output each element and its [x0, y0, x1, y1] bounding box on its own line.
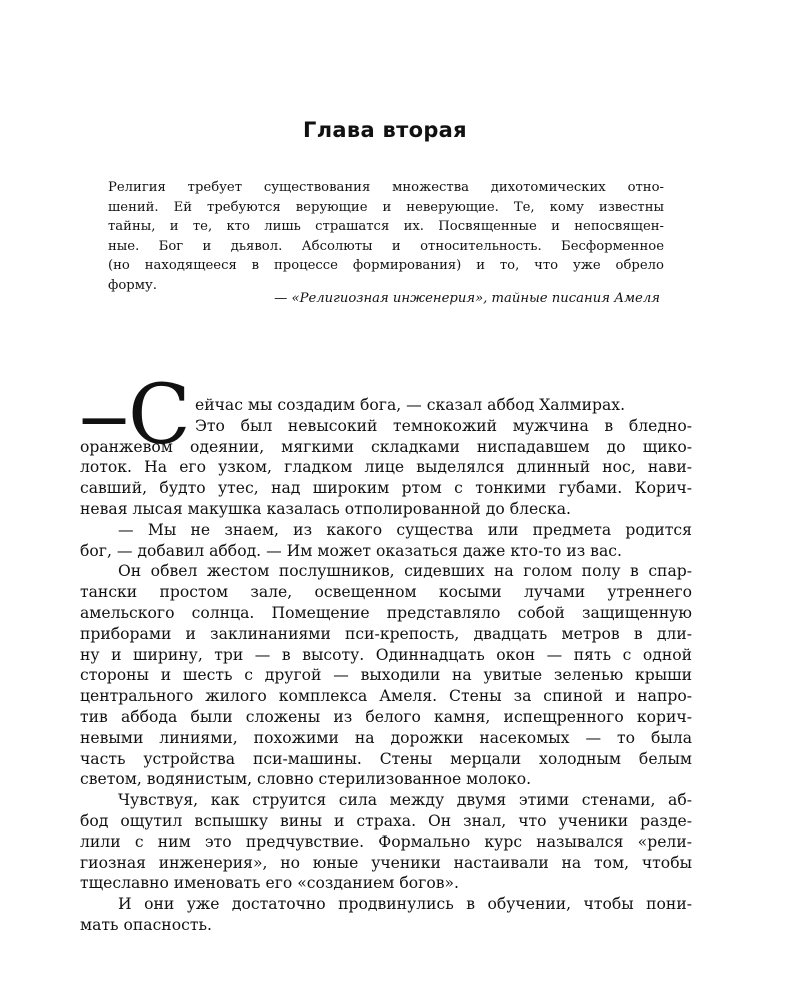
epigraph-line: Религия требует существования множества дихотомических отно-	[108, 180, 664, 195]
text-line: Чувствуя, как струится сила между двумя этими стенами, аб-	[118, 791, 692, 810]
text-line: бод ощутил вспышку вины и страха. Он знал, что ученики разде-	[80, 811, 692, 830]
text-line: оранжевом одеянии, мягкими складками ниспадавшем до щико-	[80, 437, 692, 456]
text-line: лили с ним это предчувствие. Формально курс назывался «рели-	[80, 832, 692, 851]
dropcap-dash: —	[80, 390, 128, 446]
epigraph-line: тайны, и те, кто лишь страшатся их. Посвященные и непосвящен-	[108, 219, 664, 234]
text-line: лоток. На его узком, гладком лице выделялся длинный нос, нави-	[80, 458, 692, 477]
epigraph-source: — «Религиозная инженерия», тайные писания Амеля	[274, 291, 660, 306]
dropcap-letter: С	[128, 368, 191, 463]
text-line: невая лысая макушка казалась отполированной до блеска.	[80, 499, 571, 518]
text-line: Это был невысокий темнокожий мужчина в бледно-	[195, 416, 692, 435]
text-line: ну и ширину, три — в высоту. Одиннадцать окон — пять с одной	[80, 645, 692, 664]
text-line: гиозная инженерия», но юные ученики настаивали на том, чтобы	[80, 853, 692, 872]
text-line: Он обвел жестом послушников, сидевших на голом полу в спар-	[118, 562, 692, 581]
text-line: приборами и заклинаниями пси-крепость, двадцать метров в дли-	[80, 624, 692, 643]
text-line: мать опасность.	[80, 915, 212, 934]
text-line: савший, будто утес, над широким ртом с тонкими губами. Корич-	[80, 479, 692, 498]
epigraph	[108, 178, 664, 295]
text-line: тщеславно именовать его «созданием богов».	[80, 874, 460, 893]
text-line: бог, — добавил аббод. — Им может оказаться даже кто-то из вас.	[80, 541, 622, 560]
chapter-body	[80, 390, 692, 936]
chapter-title: Глава вторая	[303, 118, 467, 142]
text-line: часть устройства пси-машины. Стены мерцали холодным белым	[80, 749, 692, 768]
text-line: тански простом зале, освещенном косыми лучами утреннего	[80, 583, 692, 602]
text-line: стороны и шесть с другой — выходили на увитые зеленью крыши	[80, 666, 692, 685]
epigraph-line: (но находящееся в процессе формирования) и то, что уже обрело	[108, 258, 664, 273]
text-line: ейчас мы создадим бога, — сказал аббод Халмирах.	[195, 396, 626, 414]
epigraph-line: ные. Бог и дьявол. Абсолюты и относительность. Бесформенное	[108, 238, 664, 254]
text-line: центрального жилого комплекса Амеля. Стены за спиной и напро-	[80, 687, 692, 706]
text-line: невыми линиями, похожими на дорожки насекомых — то была	[80, 728, 692, 747]
epigraph-line: форму.	[108, 277, 157, 293]
text-line: тив аббода были сложены из белого камня, испещренного корич-	[80, 707, 692, 726]
epigraph-line: шений. Ей требуются верующие и неверующие. Те, кому известны	[108, 199, 664, 215]
text-line: И они уже достаточно продвинулись в обучении, чтобы пони-	[118, 895, 692, 914]
text-line: амельского солнца. Помещение представляло собой защищенную	[80, 603, 692, 622]
text-line: — Мы не знаем, из какого существа или предмета родится	[118, 520, 692, 539]
text-line: светом, водянистым, словно стерилизованное молоко.	[80, 770, 532, 789]
